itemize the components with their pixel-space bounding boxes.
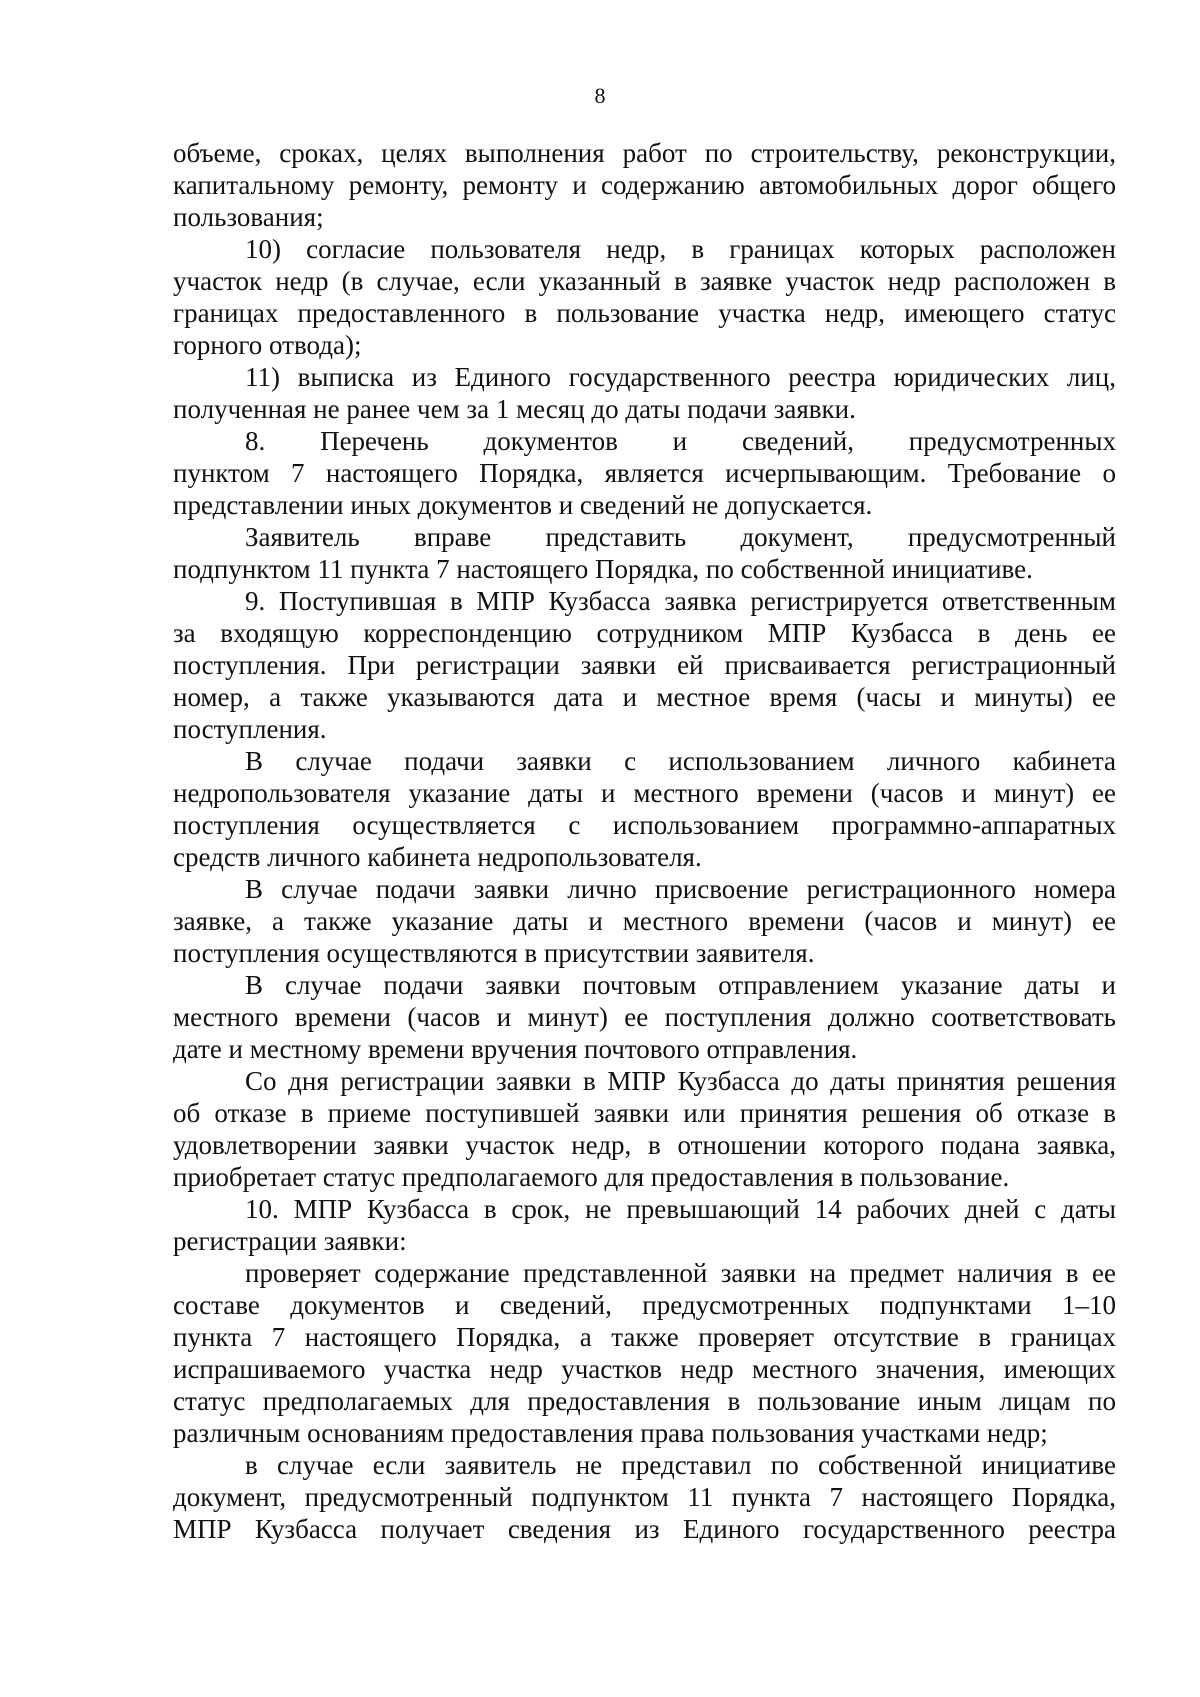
text-line: полученная не ранее чем за 1 месяц до даты подачи заявки. bbox=[173, 394, 856, 424]
text-line: 9. Поступившая в МПР Кузбасса заявка регистрируется ответственным bbox=[245, 586, 1116, 616]
text-line: поступления. bbox=[173, 714, 327, 744]
text-line: участок недр (в случае, если указанный в заявке участок недр расположен в bbox=[173, 266, 1116, 296]
text-line: поступления. При регистрации заявки ей присваивается регистрационный bbox=[173, 650, 1116, 680]
text-line: различным основаниям предоставления права пользования участками недр; bbox=[173, 1418, 1048, 1448]
text-line: поступления осуществляются в присутствии заявителя. bbox=[173, 938, 815, 968]
document-body bbox=[173, 137, 1116, 1545]
text-line: Заявитель вправе представить документ, предусмотренный bbox=[245, 522, 1116, 552]
text-line: пользования; bbox=[173, 202, 324, 232]
text-line: в случае если заявитель не представил по собственной инициативе bbox=[245, 1450, 1116, 1480]
text-line: приобретает статус предполагаемого для предоставления в пользование. bbox=[173, 1162, 1010, 1192]
text-line: объеме, сроках, целях выполнения работ по строительству, реконструкции, bbox=[173, 138, 1116, 168]
text-line: горного отвода); bbox=[173, 330, 362, 360]
text-line: МПР Кузбасса получает сведения из Единого государственного реестра bbox=[173, 1514, 1116, 1544]
text-line: удовлетворении заявки участок недр, в отношении которого подана заявка, bbox=[173, 1130, 1116, 1160]
text-line: 8. Перечень документов и сведений, предусмотренных bbox=[245, 426, 1116, 456]
text-line: номер, а также указываются дата и местное время (часы и минуты) ее bbox=[173, 682, 1116, 712]
text-line: документ, предусмотренный подпунктом 11 пункта 7 настоящего Порядка, bbox=[173, 1482, 1116, 1512]
text-line: об отказе в приеме поступившей заявки или принятия решения об отказе в bbox=[173, 1098, 1116, 1128]
text-line: составе документов и сведений, предусмотренных подпунктами 1–10 bbox=[173, 1290, 1116, 1320]
text-line: Со дня регистрации заявки в МПР Кузбасса до даты принятия решения bbox=[245, 1066, 1116, 1096]
text-line: испрашиваемого участка недр участков недр местного значения, имеющих bbox=[173, 1354, 1116, 1384]
text-line: В случае подачи заявки почтовым отправлением указание даты и bbox=[245, 970, 1116, 1000]
text-line: В случае подачи заявки лично присвоение регистрационного номера bbox=[245, 874, 1116, 904]
text-line: представлении иных документов и сведений не допускается. bbox=[173, 490, 873, 520]
text-line: пункта 7 настоящего Порядка, а также проверяет отсутствие в границах bbox=[173, 1322, 1116, 1352]
text-line: проверяет содержание представленной заявки на предмет наличия в ее bbox=[245, 1258, 1116, 1288]
text-line: заявке, а также указание даты и местного времени (часов и минут) ее bbox=[173, 906, 1116, 936]
text-line: статус предполагаемых для предоставления в пользование иным лицам по bbox=[173, 1386, 1116, 1416]
text-line: пунктом 7 настоящего Порядка, является исчерпывающим. Требование о bbox=[173, 458, 1116, 488]
page-number: 8 bbox=[594, 83, 606, 108]
text-line: дате и местному времени вручения почтового отправления. bbox=[173, 1034, 858, 1064]
text-line: 10) согласие пользователя недр, в границах которых расположен bbox=[245, 234, 1116, 264]
text-line: поступления осуществляется с использованием программно-аппаратных bbox=[173, 810, 1116, 840]
text-line: 11) выписка из Единого государственного реестра юридических лиц, bbox=[245, 362, 1116, 392]
text-line: регистрации заявки: bbox=[173, 1226, 407, 1256]
text-line: 10. МПР Кузбасса в срок, не превышающий 14 рабочих дней с даты bbox=[245, 1194, 1116, 1224]
text-line: местного времени (часов и минут) ее поступления должно соответствовать bbox=[173, 1002, 1116, 1032]
text-line: средств личного кабинета недропользователя. bbox=[173, 842, 702, 872]
text-line: капитальному ремонту, ремонту и содержанию автомобильных дорог общего bbox=[173, 170, 1116, 200]
text-line: границах предоставленного в пользование участка недр, имеющего статус bbox=[173, 298, 1116, 328]
text-line: за входящую корреспонденцию сотрудником МПР Кузбасса в день ее bbox=[173, 618, 1116, 648]
text-line: В случае подачи заявки с использованием личного кабинета bbox=[245, 746, 1116, 776]
text-line: недропользователя указание даты и местного времени (часов и минут) ее bbox=[173, 778, 1116, 808]
text-line: подпунктом 11 пункта 7 настоящего Порядка, по собственной инициативе. bbox=[173, 554, 1033, 584]
